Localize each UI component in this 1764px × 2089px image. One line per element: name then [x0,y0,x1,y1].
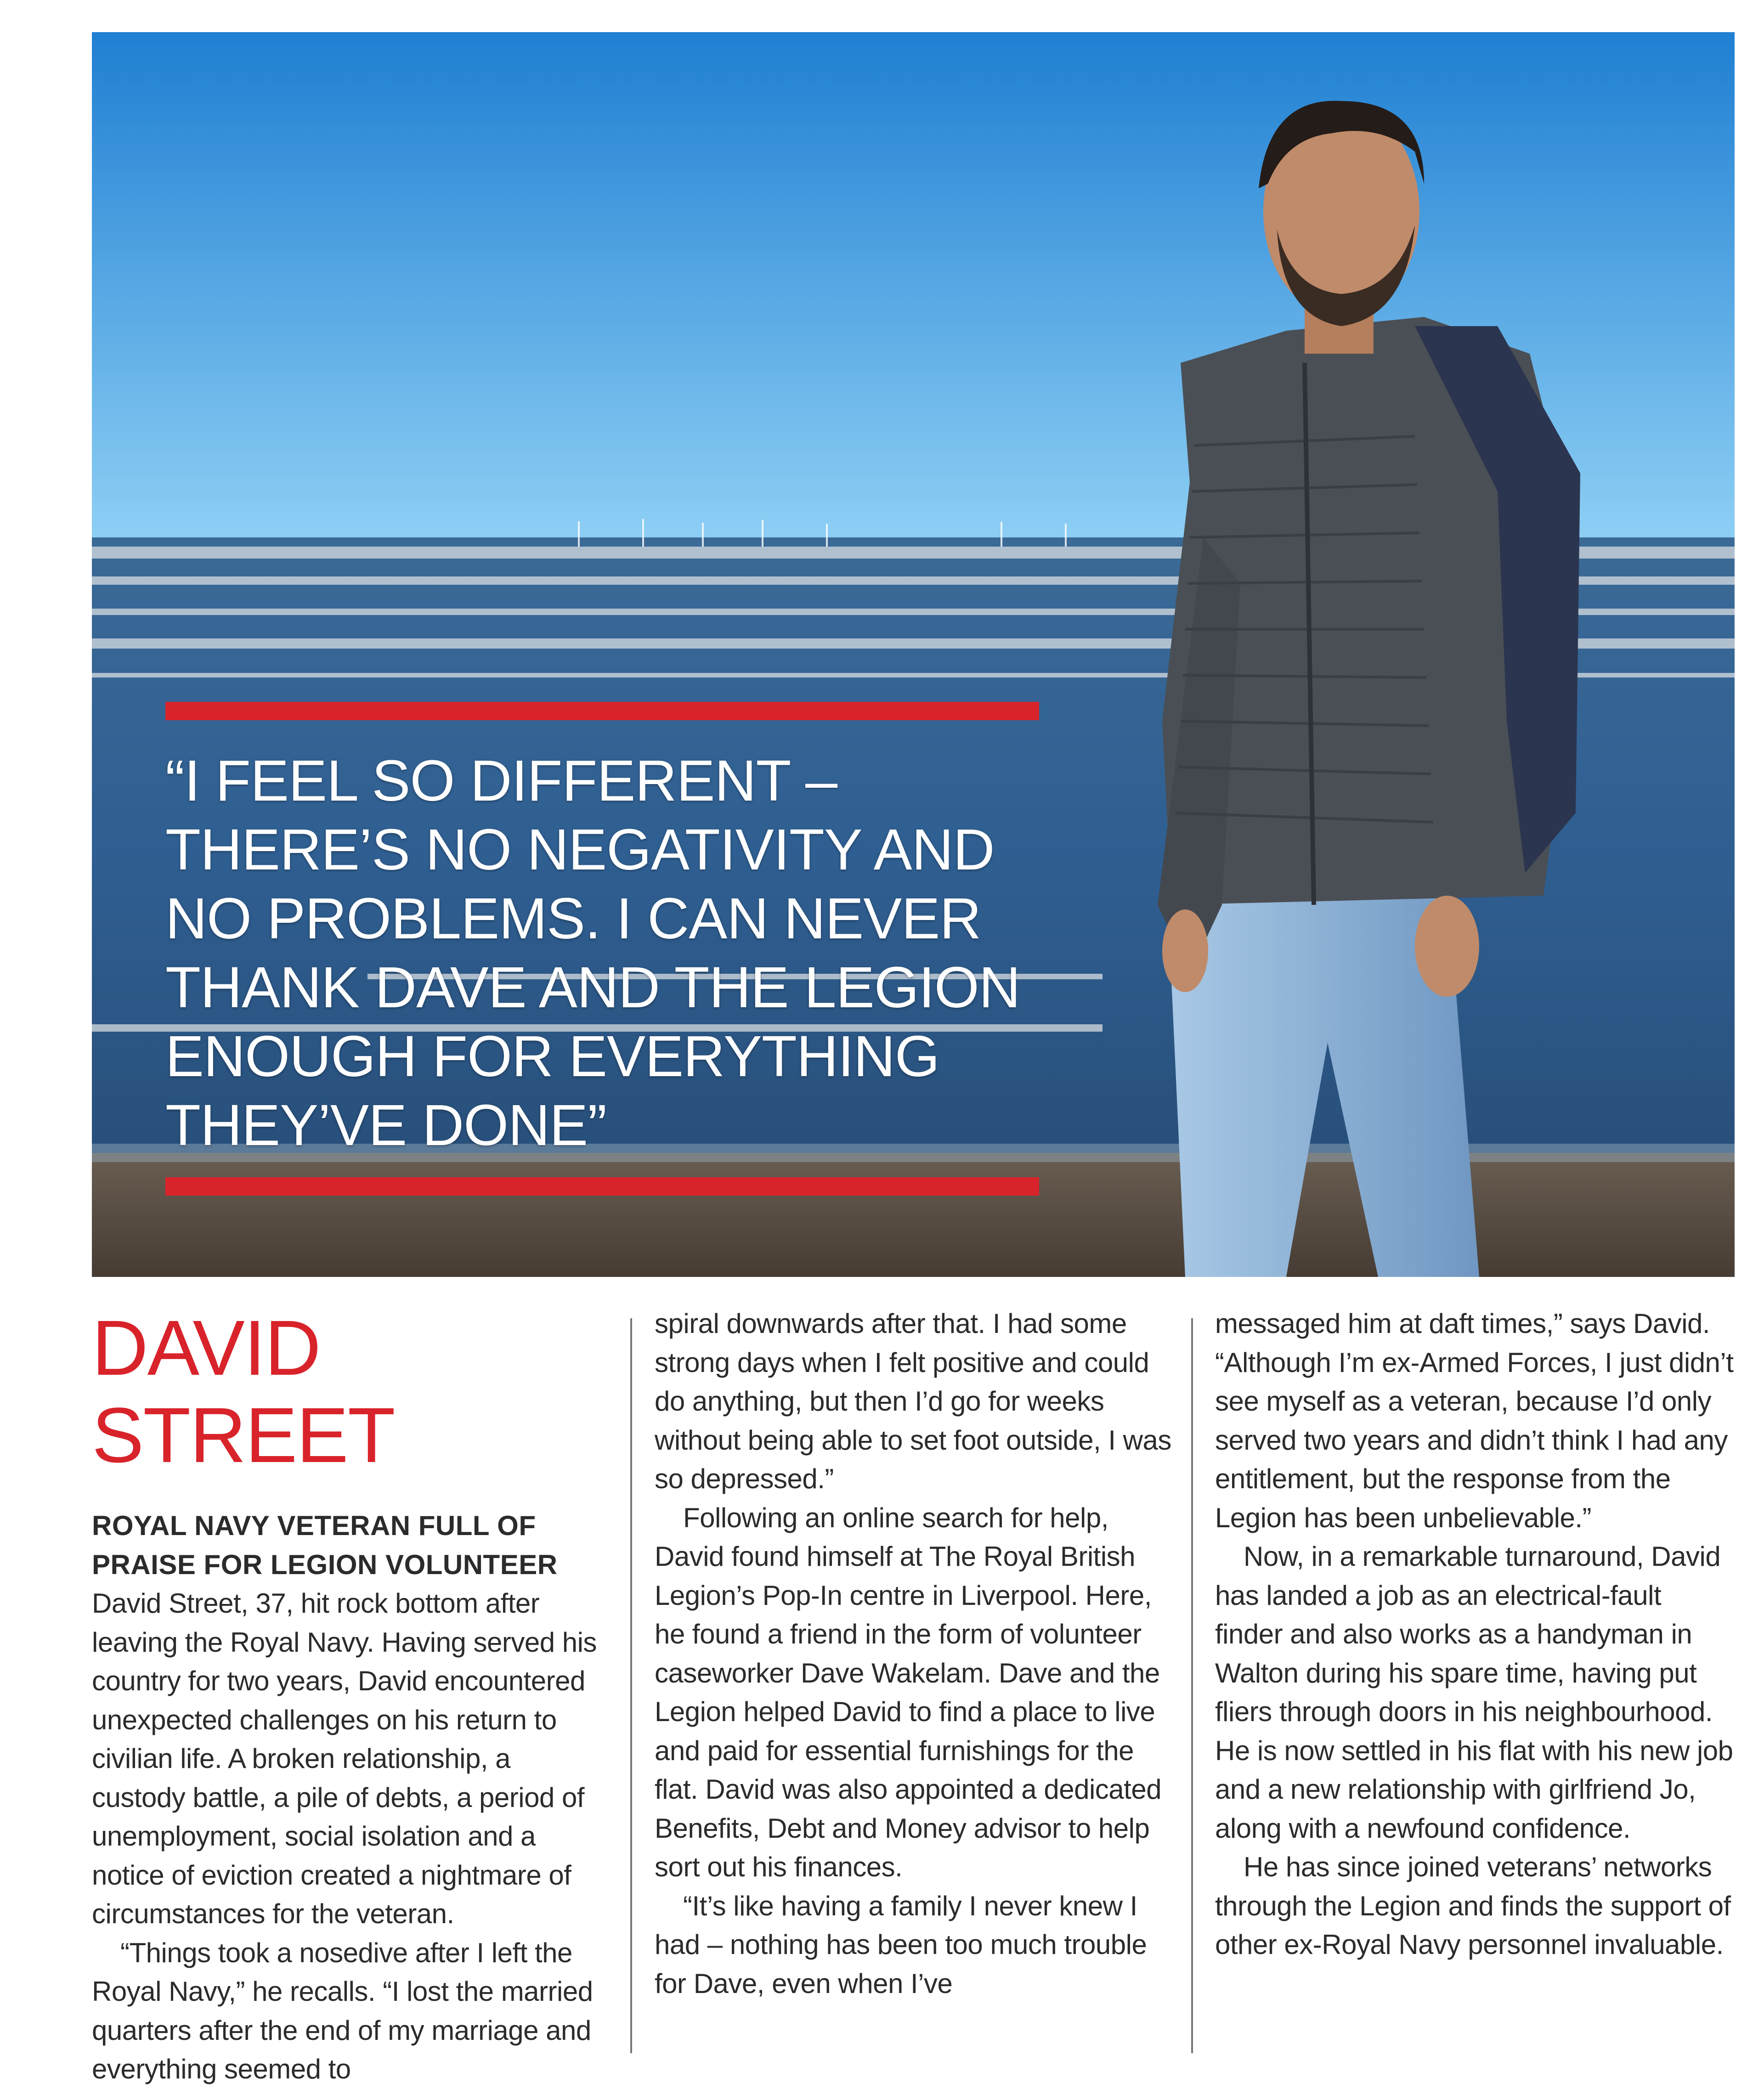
paragraph: David Street, 37, hit rock bottom after leaving the Royal Navy. Having served his country for two years, David encountered unexpected challenges on his return to civilian life. A broken relationship, a custody battle, a pile of debts, a period of unemployment, social isolation and a notice of eviction created a nightmare of circumstances for the veteran. [92,1588,597,1929]
article-subhead: ROYAL NAVY VETERAN FULL OF PRAISE FOR LEGION VOLUNTEER [92,1510,558,1580]
column-divider [1191,1318,1193,2053]
article-column-1 [92,1304,611,2089]
hand-right [1415,896,1479,997]
quote-rule-top [165,702,1039,720]
column-divider [630,1318,632,2053]
hand-left [1162,909,1208,992]
paragraph: He has since joined veterans’ networks through the Legion and finds the support of other ex-Royal Navy personnel invaluable. [1215,1852,1731,1960]
paragraph: messaged him at daft times,” says David. “Although I’m ex-Armed Forces, I just didn’t see myself as a veteran, because I’d only served two years and didn’t think I had any entitlement, but the response from the Legion has been unbelievable.” [1215,1308,1734,1533]
paragraph: “Things took a nosedive after I left the Royal Navy,” he recalls. “I lost the married quarters after the end of my marriage and everything seemed to [92,1937,593,2084]
paragraph: “It’s like having a family I never knew I had – nothing has been too much trouble for Dave, even when I’ve [655,1890,1147,1999]
quote-rule-bottom [165,1177,1039,1196]
paragraph: Now, in a remarkable turnaround, David has landed a job as an electrical-fault finder and also works as a handyman in Walton during his spare time, having put fliers through doors in his neighbourhood. He is now settled in his flat with his new job and a new relationship with girlfriend Jo, along with a newfound confidence. [1215,1541,1733,1844]
paragraph: Following an online search for help, David found himself at The Royal British Legion’s Pop-In centre in Liverpool. Here, he found a friend in the form of volunteer caseworker Dave Wakelam. Dave and the Legion helped David to find a place to live and paid for essential furnishings for the flat. David was also appointed a dedicated Benefits, Debt and Money advisor to help sort out his finances. [655,1502,1162,1882]
article-column-3 [1215,1304,1734,1965]
article-column-2 [655,1304,1174,2003]
paragraph: spiral downwards after that. I had some strong days when I felt positive and could do anything, but then I’d go for weeks without being able to set foot outside, I was so depressed.” [655,1308,1171,1494]
article-headline: DAVID STREET [92,1304,395,1479]
sand [92,1153,1735,1277]
pull-quote: “I FEEL SO DIFFERENT – THERE’S NO NEGATIVITY AND NO PROBLEMS. I CAN NEVER THANK DAVE AND THE LEGION ENOUGH FOR EVERYTHING THEY’VE DONE” [165,748,1020,1157]
